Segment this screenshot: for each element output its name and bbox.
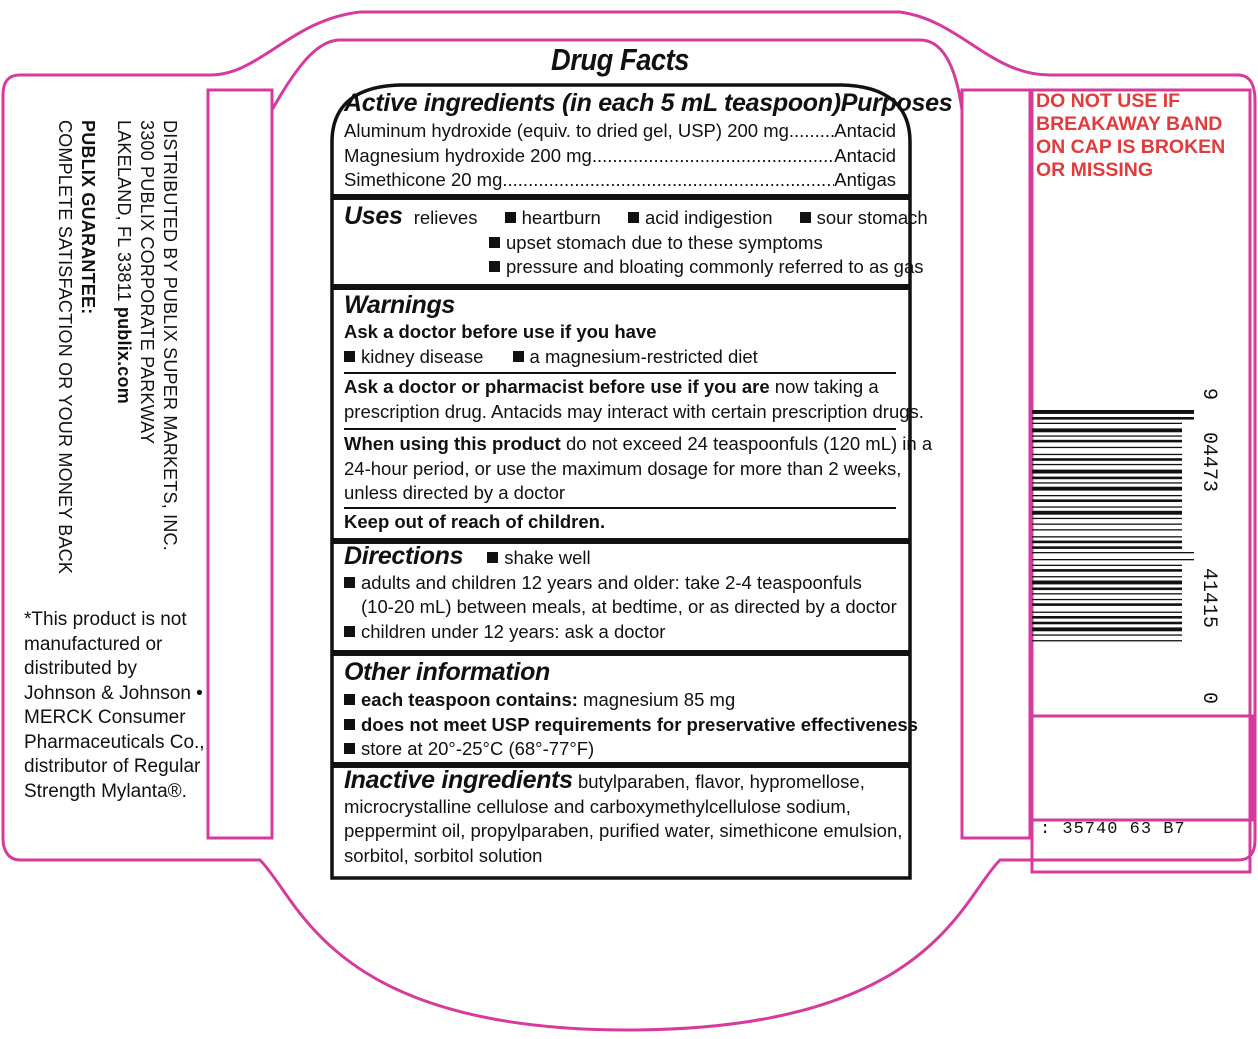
barcode-digit: 0 xyxy=(1197,692,1220,705)
ask-pharmacist-heading: Ask a doctor or pharmacist before use if you are xyxy=(344,376,770,397)
ingredient-row xyxy=(344,168,896,193)
ingredient-purpose: Antigas xyxy=(834,169,896,190)
barcode-bar xyxy=(1032,482,1182,483)
barcode-bar xyxy=(1032,435,1182,436)
uses-section xyxy=(344,202,928,280)
barcode-bar xyxy=(1032,581,1182,585)
bullet-icon xyxy=(628,212,639,223)
address-line: 3300 PUBLIX CORPORATE PARKWAY xyxy=(137,120,157,445)
website-link[interactable]: publix.com xyxy=(114,306,134,404)
barcode-bar xyxy=(1032,477,1182,480)
barcode-bar xyxy=(1032,588,1182,591)
inactive-text: butylparaben, flavor, hypromellose, xyxy=(577,771,865,792)
direction-item: (10-20 mL) between meals, at bedtime, or as directed by a doctor xyxy=(361,596,897,617)
inactive-section xyxy=(344,766,903,868)
lot-code: : 35740 63 B7 xyxy=(1040,820,1186,839)
barcode-bar xyxy=(1032,565,1182,566)
other-info-section xyxy=(344,656,918,762)
ingredient-purpose: Antacid xyxy=(834,144,896,166)
sub-divider xyxy=(344,372,896,374)
barcode-bar xyxy=(1032,576,1182,577)
inactive-text: sorbitol, sorbitol solution xyxy=(344,844,543,866)
when-using-heading: When using this product xyxy=(344,433,561,454)
barcode-bar xyxy=(1032,440,1182,443)
direction-item: shake well xyxy=(504,547,591,568)
barcode-bar xyxy=(1032,616,1182,619)
bullet-icon xyxy=(489,261,500,272)
bullet-icon xyxy=(344,743,355,754)
bullet-icon xyxy=(800,212,811,223)
use-item: sour stomach xyxy=(816,207,928,228)
bullet-icon xyxy=(489,237,500,248)
disclaimer: *This product is not manufactured or distributed by Johnson & Johnson • MERCK Consumer Pharmaceuticals Co., distributor of Regular Strength Mylanta®. xyxy=(24,609,205,802)
city: LAKELAND, FL 33811 xyxy=(114,120,134,302)
when-using-block xyxy=(344,432,933,506)
barcode-bar xyxy=(1032,529,1182,530)
barcode-digit: 04473 xyxy=(1197,432,1220,493)
bullet-icon xyxy=(487,552,498,563)
keep-out-text: Keep out of reach of children. xyxy=(344,511,606,532)
condition-item: kidney disease xyxy=(361,345,484,367)
purposes-heading: Purposes xyxy=(840,89,953,117)
use-item: pressure and bloating commonly referred to as gas xyxy=(506,256,924,277)
ingredient-name: Simethicone 20 mg xyxy=(344,169,503,190)
warnings-heading: Warnings xyxy=(344,291,456,319)
directions-section xyxy=(344,544,896,644)
bullet-icon xyxy=(344,694,355,705)
warnings-section xyxy=(344,290,896,369)
barcode-bar xyxy=(1032,518,1182,519)
barcode-bar xyxy=(1032,627,1182,631)
ingredient-purpose: Antacid xyxy=(834,120,896,141)
section-divider xyxy=(332,194,910,200)
when-using-text: do not exceed 24 teaspoonfuls (120 mL) in a xyxy=(565,433,933,454)
barcode-bar xyxy=(1032,499,1182,502)
uses-heading: Uses xyxy=(344,202,403,230)
use-item: upset stomach due to these symptoms xyxy=(506,231,823,253)
other-info-heading: Other information xyxy=(344,658,551,686)
distributor-line: DISTRIBUTED BY PUBLIX SUPER MARKETS, INC. xyxy=(160,120,180,551)
direction-item: adults and children 12 years and older: take 2-4 teaspoonfuls xyxy=(361,571,862,593)
barcode-bar xyxy=(1032,506,1182,507)
ingredient-row xyxy=(344,119,896,144)
barcode-bar xyxy=(1032,417,1194,420)
barcode-bar xyxy=(1032,599,1182,600)
barcode-bar xyxy=(1032,458,1182,461)
ingredient-name: Aluminum hydroxide (equiv. to dried gel, USP) 200 mg xyxy=(344,120,789,141)
bullet-icon xyxy=(344,351,355,362)
active-ingredients-section xyxy=(344,88,953,193)
directions-heading: Directions xyxy=(344,542,464,570)
barcode-digit: 9 xyxy=(1197,388,1220,401)
keep-out-block xyxy=(344,510,896,535)
barcode-bar xyxy=(1032,536,1182,537)
ask-pharmacist-text: now taking a xyxy=(774,376,879,397)
sub-divider xyxy=(344,428,896,430)
inactive-text: microcrystalline cellulose and carboxymethylcellulose sodium, xyxy=(344,795,851,817)
active-ingredients-heading: Active ingredients (in each 5 mL teaspoon) xyxy=(344,89,841,117)
barcode-bar xyxy=(1032,552,1194,553)
guarantee-text: COMPLETE SATISFACTION OR YOUR MONEY BACK xyxy=(55,120,75,575)
barcode-bar xyxy=(1032,569,1182,572)
ask-pharmacist-block xyxy=(344,375,924,424)
drug-facts-title: Drug Facts xyxy=(550,42,690,77)
direction-item: children under 12 years: ask a doctor xyxy=(361,620,666,642)
use-item: acid indigestion xyxy=(644,207,773,228)
barcode-bar xyxy=(1032,447,1182,448)
barcode-bar xyxy=(1032,612,1182,613)
bullet-icon xyxy=(344,577,355,588)
tamper-warning: DO NOT USE IF BREAKAWAY BAND ON CAP IS BROKEN OR MISSING xyxy=(1036,90,1226,181)
distributor-block xyxy=(40,120,190,575)
ingredient-row xyxy=(344,144,896,169)
barcode xyxy=(1032,410,1194,710)
barcode-bar xyxy=(1032,511,1182,515)
barcode-bar xyxy=(1032,541,1182,544)
barcode-bar xyxy=(1032,603,1182,606)
barcode-bar xyxy=(1032,454,1182,455)
when-using-text: 24-hour period, or use the maximum dosage for more than 2 weeks, xyxy=(344,457,902,479)
store-text: store at 20°-25°C (68°-77°F) xyxy=(361,738,595,759)
barcode-bar xyxy=(1032,410,1194,414)
barcode-bar xyxy=(1032,428,1182,432)
barcode-bar xyxy=(1032,524,1182,525)
barcode-bar xyxy=(1032,634,1182,635)
inactive-heading: Inactive ingredients xyxy=(344,766,573,794)
drug-facts-panel xyxy=(330,82,953,880)
condition-item: a magnesium-restricted diet xyxy=(529,345,758,367)
barcode-bar xyxy=(1032,487,1182,491)
barcode-bar xyxy=(1032,495,1182,496)
barcode-bar xyxy=(1032,464,1182,465)
barcode-bar xyxy=(1032,423,1182,424)
barcode-bar xyxy=(1032,640,1182,641)
barcode-bar xyxy=(1032,546,1182,549)
barcode-bar xyxy=(1032,593,1182,594)
teaspoon-heading: each teaspoon contains: xyxy=(361,689,578,710)
bullet-icon xyxy=(344,626,355,637)
bullet-icon xyxy=(505,212,516,223)
barcode-digits xyxy=(1196,388,1226,718)
barcode-bar xyxy=(1032,470,1182,474)
guarantee-title: PUBLIX GUARANTEE: xyxy=(78,120,98,315)
teaspoon-text: magnesium 85 mg xyxy=(583,689,736,710)
sub-divider xyxy=(344,507,896,509)
usp-text: does not meet USP requirements for preservative effectiveness xyxy=(361,713,918,735)
barcode-bar xyxy=(1032,559,1194,560)
when-using-text: unless directed by a doctor xyxy=(344,482,566,503)
ingredient-name: Magnesium hydroxide 200 mg xyxy=(344,144,592,166)
inactive-text: peppermint oil, propylparaben, purified water, simethicone emulsion, xyxy=(344,820,903,841)
ask-doctor-heading: Ask a doctor before use if you have xyxy=(344,321,657,342)
barcode-bar xyxy=(1032,622,1182,625)
ask-pharmacist-text: prescription drug. Antacids may interact with certain prescription drugs. xyxy=(344,400,924,422)
uses-lead: relieves xyxy=(413,207,478,228)
barcode-digit: 41415 xyxy=(1197,568,1220,629)
city-line xyxy=(114,120,134,404)
use-item: heartburn xyxy=(521,207,601,228)
bullet-icon xyxy=(513,351,524,362)
guarantee-heading xyxy=(78,120,98,314)
bullet-icon xyxy=(344,719,355,730)
